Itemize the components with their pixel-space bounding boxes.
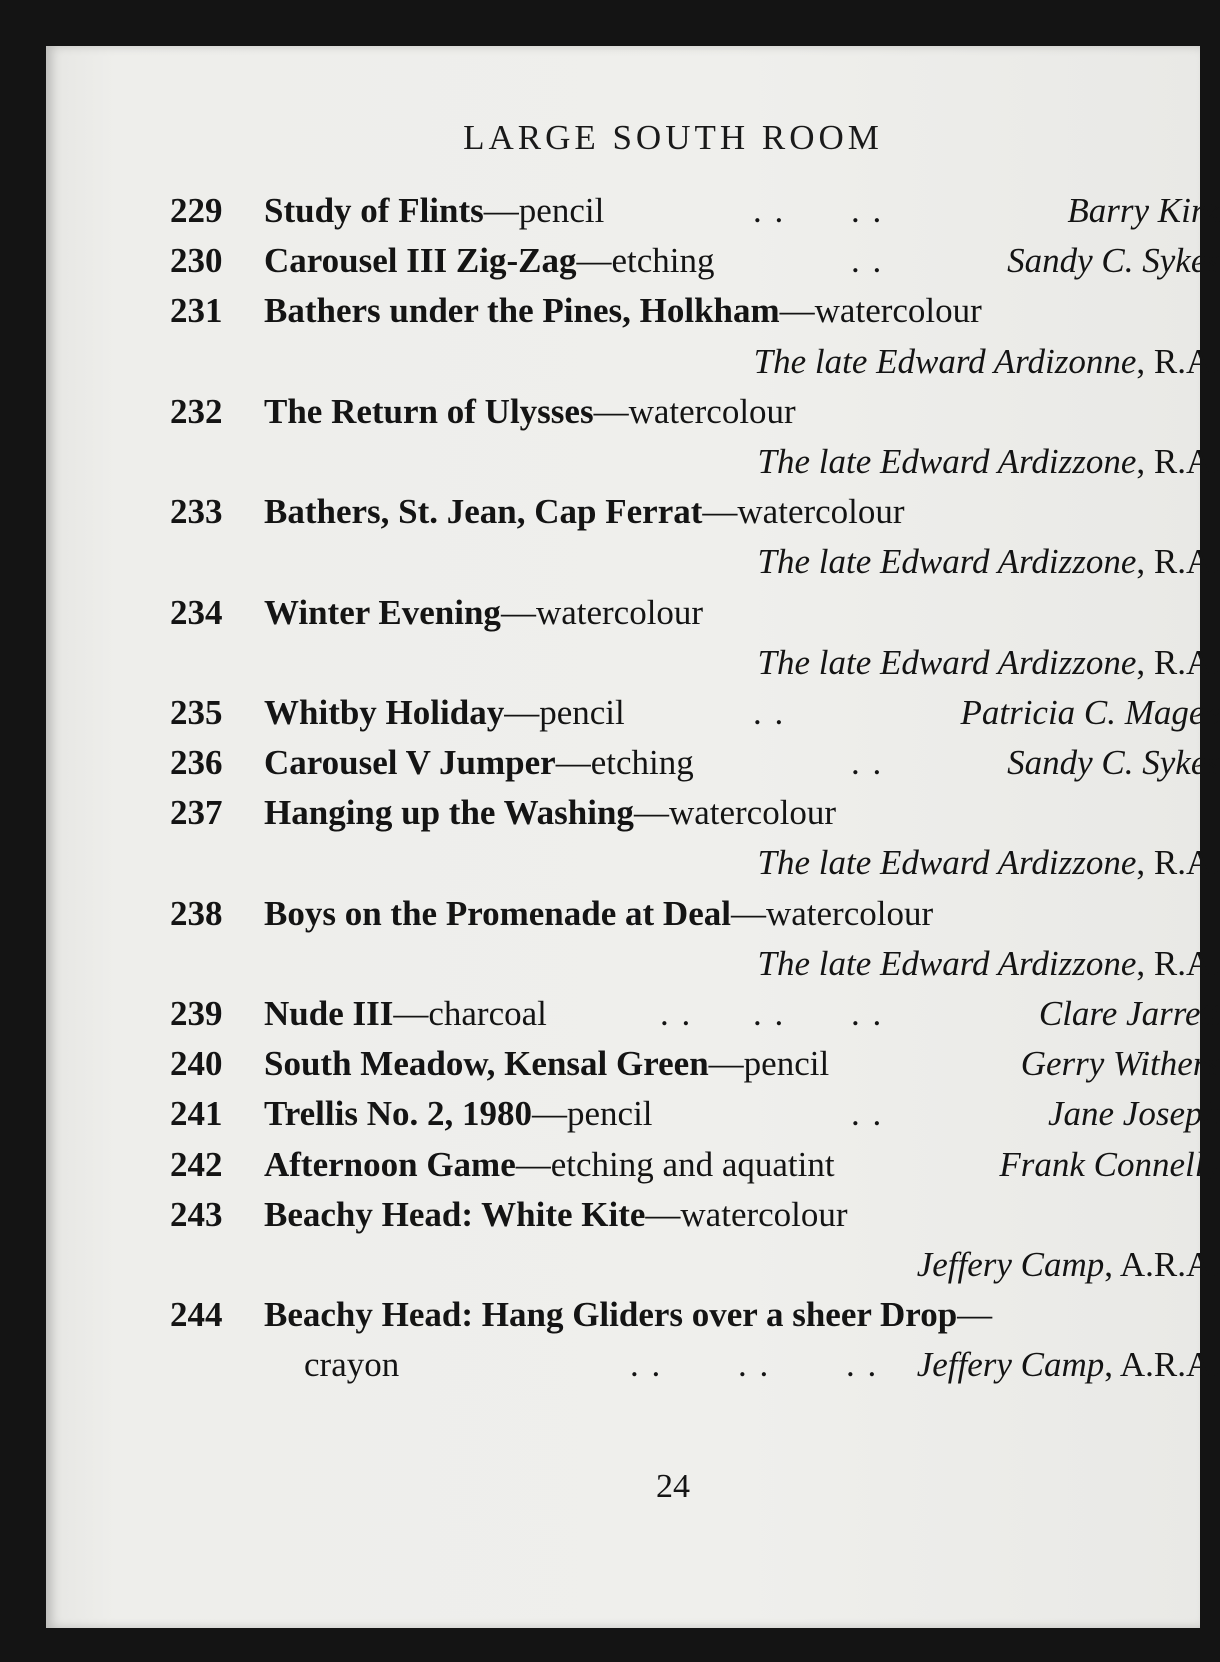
entry-title: Afternoon Game—etching and aquatint xyxy=(264,1144,835,1184)
list-item xyxy=(170,387,1220,437)
entry-number: 243 xyxy=(170,1194,223,1234)
entry-artist: The late Edward Ardizzone, R.A. xyxy=(757,843,1220,883)
list-item xyxy=(170,1290,1220,1340)
list-item xyxy=(170,1190,1220,1240)
entry-number: 232 xyxy=(170,391,223,431)
entry-title: Hanging up the Washing—watercolour xyxy=(264,793,837,833)
entry-artist: The late Edward Ardizzone, R.A. xyxy=(757,943,1220,983)
list-item-continuation xyxy=(170,337,1220,387)
entry-number: 241 xyxy=(170,1094,223,1134)
entry-number: 234 xyxy=(170,592,223,632)
list-item xyxy=(170,487,1220,537)
entry-number: 235 xyxy=(170,692,223,732)
entry-title: Trellis No. 2, 1980—pencil xyxy=(264,1094,653,1134)
entry-number: 242 xyxy=(170,1144,223,1184)
list-item-continuation xyxy=(170,437,1220,487)
list-item: 230 Carousel III Zig-Zag—etching . . Sandy C. Sykes xyxy=(170,236,1220,286)
list-item: 229 Study of Flints—pencil . . . . Barry Kirk xyxy=(170,186,1220,236)
list-item: 235 Whitby Holiday—pencil . . Patricia C. Magee xyxy=(170,688,1220,738)
entry-title: Boys on the Promenade at Deal—watercolour xyxy=(264,893,934,933)
entry-artist: The late Edward Ardizzone, R.A. xyxy=(757,542,1220,582)
entry-artist: Sandy C. Sykes xyxy=(1007,241,1220,281)
entry-artist: Jeffery Camp, A.R.A. xyxy=(916,1244,1220,1284)
page-number: 24 xyxy=(656,1468,690,1505)
entry-artist: The late Edward Ardizzone, R.A. xyxy=(757,441,1220,481)
entry-artist: Barry Kirk xyxy=(1067,191,1220,230)
entry-artist: Jeffery Camp, A.R.A. xyxy=(916,1345,1220,1385)
entry-artist: Sandy C. Sykes xyxy=(1007,743,1220,783)
entry-title: Beachy Head: Hang Gliders over a sheer Drop— xyxy=(264,1295,993,1335)
list-item xyxy=(170,286,1220,336)
list-item-continuation xyxy=(170,838,1220,888)
entry-artist: Patricia C. Magee xyxy=(960,692,1220,732)
list-item xyxy=(170,1140,1220,1190)
list-item: 239 Nude III—charcoal . . . . . . Clare Jarrett xyxy=(170,989,1220,1039)
entry-title: Winter Evening—watercolour xyxy=(264,592,704,632)
entry-artist: Clare Jarrett xyxy=(1038,994,1220,1033)
entry-artist: The late Edward Ardizzone, R.A. xyxy=(757,642,1220,682)
entry-number: 244 xyxy=(170,1295,223,1335)
list-item-continuation xyxy=(170,1240,1220,1290)
list-item-continuation: crayon . . . . . . Jeffery Camp, A.R.A. xyxy=(170,1340,1220,1390)
list-item xyxy=(170,889,1220,939)
entry-title: Whitby Holiday—pencil xyxy=(264,692,625,732)
entry-title: Study of Flints—pencil xyxy=(264,191,605,230)
entry-artist: Jane Joseph xyxy=(1047,1094,1220,1134)
list-item: 241 Trellis No. 2, 1980—pencil . . Jane Joseph xyxy=(170,1089,1220,1139)
catalogue-list xyxy=(170,186,1220,1391)
entry-title: Bathers under the Pines, Holkham—watercolour xyxy=(264,291,982,331)
entry-title: Carousel V Jumper—etching xyxy=(264,743,694,783)
page-title: LARGE SOUTH ROOM xyxy=(463,118,883,157)
list-item xyxy=(170,1039,1220,1089)
entry-title: Nude III—charcoal xyxy=(264,994,547,1033)
entry-title: South Meadow, Kensal Green—pencil xyxy=(264,1044,830,1084)
list-item: 236 Carousel V Jumper—etching . . Sandy C. Sykes xyxy=(170,738,1220,788)
catalogue-page xyxy=(46,46,1220,1628)
entry-number: 240 xyxy=(170,1044,223,1084)
list-item-continuation xyxy=(170,939,1220,989)
entry-artist: Frank Connelly xyxy=(999,1144,1220,1184)
entry-number: 231 xyxy=(170,291,223,331)
entry-artist: The late Edward Ardizonne, R.A. xyxy=(753,341,1220,381)
entry-number: 239 xyxy=(170,994,223,1033)
entry-number: 230 xyxy=(170,241,223,281)
list-item-continuation xyxy=(170,537,1220,587)
entry-number: 236 xyxy=(170,743,223,783)
entry-artist: Gerry Withers xyxy=(1020,1044,1220,1084)
entry-number: 237 xyxy=(170,793,223,833)
entry-title: Bathers, St. Jean, Cap Ferrat—watercolour xyxy=(264,492,905,532)
entry-title: Beachy Head: White Kite—watercolour xyxy=(264,1194,848,1234)
list-item-continuation xyxy=(170,638,1220,688)
entry-title: The Return of Ulysses—watercolour xyxy=(264,391,796,431)
list-item xyxy=(170,788,1220,838)
entry-title: Carousel III Zig-Zag—etching xyxy=(264,241,715,281)
entry-number: 229 xyxy=(170,191,223,230)
entry-number: 233 xyxy=(170,492,223,532)
entry-number: 238 xyxy=(170,893,223,933)
list-item xyxy=(170,588,1220,638)
entry-medium: crayon xyxy=(304,1345,400,1385)
